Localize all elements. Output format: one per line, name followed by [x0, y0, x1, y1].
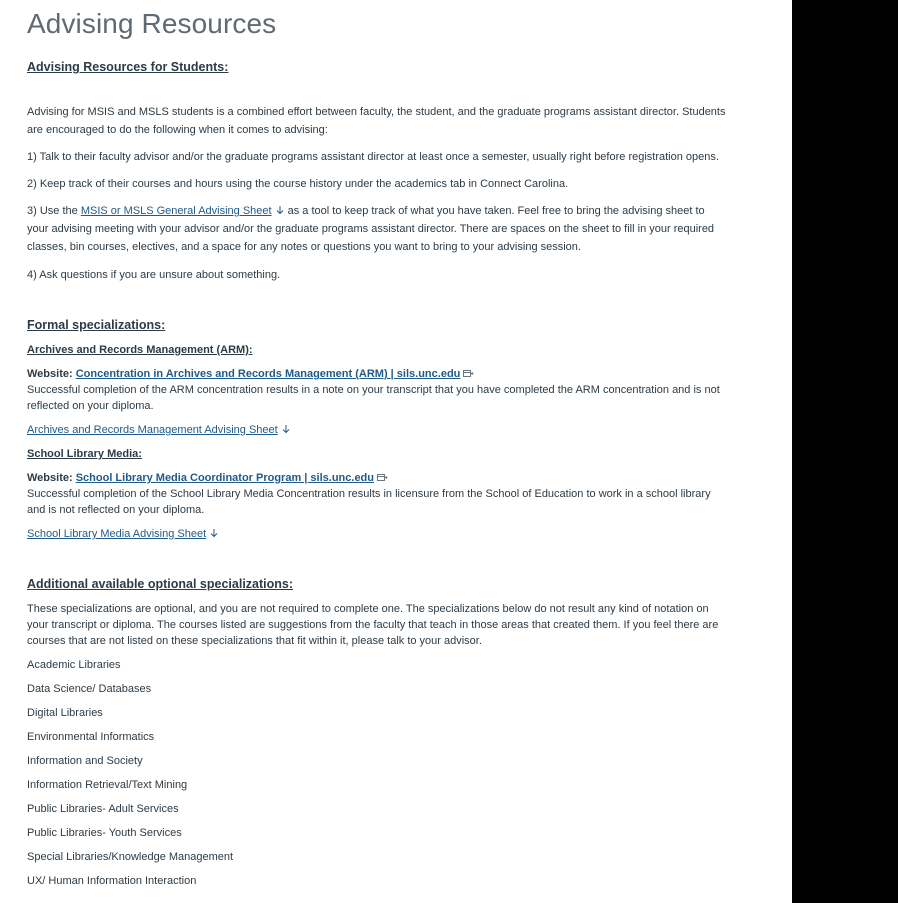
arm-website-link[interactable]: Concentration in Archives and Records Management (ARM) | sils.unc.edu — [75, 368, 461, 380]
slm-sheet-row — [27, 525, 727, 543]
advising-step-4: 4) Ask questions if you are unsure about something. — [27, 269, 281, 281]
arm-website-label: Website: — [27, 368, 76, 380]
advising-step-1: 1) Talk to their faculty advisor and/or the graduate programs assistant director at least once a semester, usually right before registration opens. — [27, 151, 719, 163]
slm-advising-sheet-link[interactable]: School Library Media Advising Sheet — [27, 528, 207, 540]
slm-description: Successful completion of the School Library Media Concentration results in licensure from the School of Education to work in a school library and is not reflected on your diploma. — [27, 488, 711, 516]
arm-advising-sheet-link[interactable]: Archives and Records Management Advising Sheet — [27, 424, 278, 436]
slm-website-label: Website: — [27, 472, 76, 484]
specialization-item: Environmental Informatics — [27, 731, 155, 743]
external-link-icon[interactable] — [463, 369, 474, 378]
slm-website-row — [27, 470, 727, 486]
page-title: Advising Resources — [27, 8, 277, 39]
advising-step-3 — [27, 202, 727, 256]
specialization-item: Data Science/ Databases — [27, 683, 152, 695]
specialization-item: Academic Libraries — [27, 659, 121, 671]
arm-sheet-row — [27, 421, 727, 439]
advising-intro: Advising for MSIS and MSLS students is a combined effort between faculty, the student, and the graduate programs assistant director. Students are encouraged to do the following when it comes to advising: — [27, 106, 726, 136]
section-heading-students: Advising Resources for Students: — [27, 60, 229, 74]
specialization-item: Public Libraries- Youth Services — [27, 827, 182, 839]
arm-heading: Archives and Records Management (ARM): — [27, 344, 253, 356]
arm-website-row — [27, 366, 727, 382]
general-advising-sheet-link[interactable]: MSIS or MSLS General Advising Sheet — [80, 205, 272, 217]
specialization-item: Digital Libraries — [27, 707, 103, 719]
step3-suffix: as a tool to keep track of what you have taken. Feel free to bring the advising sheet to your advising meeting with your advisor and/or the graduate programs assistant director. There are spaces on the sheet to fill in your required classes, bin courses, electives, and a space for any notes or questions you want to bring to your advising session. — [27, 205, 715, 253]
download-icon[interactable] — [275, 205, 285, 215]
arm-description: Successful completion of the ARM concentration results in a note on your transcript that you have completed the ARM concentration and is not reflected on your diploma. — [27, 384, 720, 412]
section-heading-optional: Additional available optional specializations: — [27, 577, 294, 591]
advising-step-2: 2) Keep track of their courses and hours using the course history under the academics tab in Connect Carolina. — [27, 178, 569, 190]
specialization-item: Information and Society — [27, 755, 143, 767]
optional-description: These specializations are optional, and you are not required to complete one. The specializations below do not result any kind of notation on your transcript or diploma. The courses listed are suggestions from the faculty that teach in those areas that created them. If you feel there are courses that are not listed on these specializations that fit within it, please talk to your advisor. — [27, 603, 719, 647]
external-link-icon[interactable] — [377, 473, 388, 482]
section-heading-formal: Formal specializations: — [27, 318, 166, 332]
slm-website-link[interactable]: School Library Media Coordinator Program | sils.unc.edu — [75, 472, 374, 484]
specialization-item: Public Libraries- Adult Services — [27, 803, 179, 815]
dark-side-panel — [792, 0, 898, 903]
step3-prefix: 3) Use the — [27, 205, 81, 217]
download-icon[interactable] — [209, 528, 219, 538]
download-icon[interactable] — [281, 424, 291, 434]
specialization-item: Information Retrieval/Text Mining — [27, 779, 188, 791]
slm-heading: School Library Media: — [27, 448, 142, 460]
specialization-item: UX/ Human Information Interaction — [27, 875, 197, 887]
specialization-item: Special Libraries/Knowledge Management — [27, 851, 234, 863]
